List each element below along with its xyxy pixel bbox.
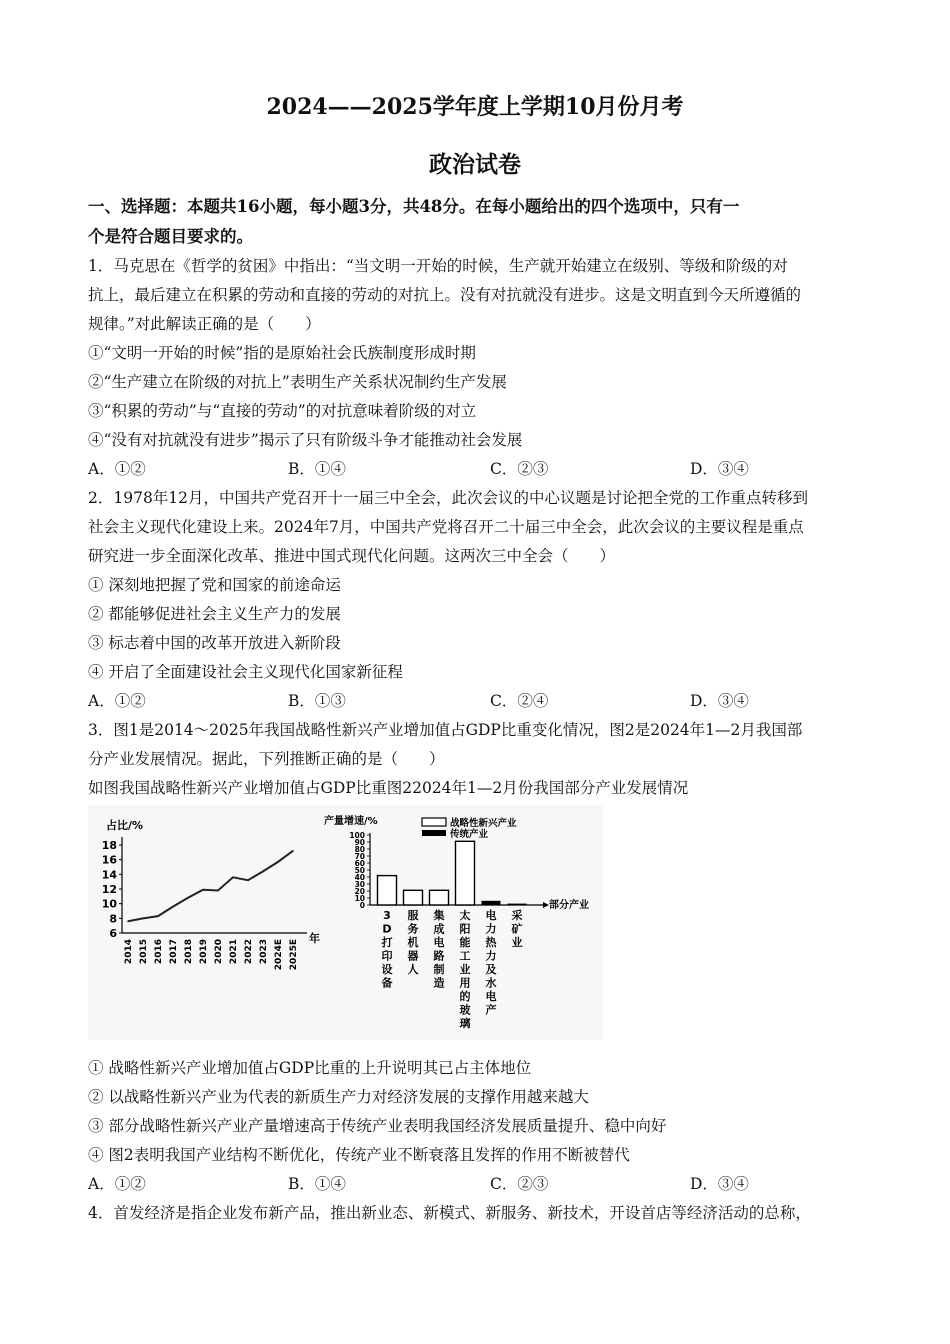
q3-option-d[interactable]: D．③④ [690, 1175, 749, 1193]
q2-stem: 2．1978年12月，中国共产党召开十一届三中全会，此次会议的中心议题是讨论把全党的工作重点转移到 [88, 489, 809, 507]
figure1-data-point [127, 920, 129, 922]
figure1-y-tick-label: 10 [101, 897, 117, 911]
exam-title: 2024——2025学年度上学期10月份月考 [266, 94, 684, 120]
figure2-y-tick-label: 90 [354, 838, 365, 847]
figure2-ylabel: 产量增速/% [324, 816, 378, 827]
figure2-category-label: 电 [485, 909, 497, 922]
figure1-data-point [172, 906, 174, 908]
figure2-category-label: 力 [485, 922, 497, 936]
figure2-category-label: 水 [485, 976, 497, 990]
figure2-bar-strategic [378, 876, 397, 905]
figure1-y-tick-label: 16 [101, 853, 117, 867]
figure2-y-tick-label: 70 [354, 852, 365, 861]
figure1-y-tick-label: 12 [101, 883, 117, 896]
figure2-category-label: 电 [433, 936, 445, 949]
figure1-data-point [202, 889, 204, 891]
figure2-category-label: 采 [511, 909, 523, 922]
figure2-category-label: 阳 [459, 922, 471, 936]
figure2-category-label: 太 [459, 909, 471, 922]
figure2-category-label: 能 [459, 936, 471, 949]
section-heading-cont: 个是符合题目要求的。 [88, 227, 253, 246]
figure2-bar-traditional [508, 904, 527, 905]
legend-swatch-traditional [422, 830, 446, 836]
q3-item: ② 以战略性新兴产业为代表的新质生产力对经济发展的支撑作用越来越大 [88, 1088, 589, 1106]
figure1-data-point [277, 861, 279, 863]
figure2-category-label: 设 [381, 963, 393, 976]
figure2-y-tick-label: 10 [354, 894, 365, 903]
figure2-category-label: 路 [433, 949, 445, 963]
figure2-category-label: 璃 [459, 1017, 471, 1030]
figure2-y-tick-label: 0 [359, 901, 365, 910]
figure2-bar-traditional [482, 901, 501, 905]
figure2-category-label: 电 [485, 990, 497, 1003]
legend-label-strategic: 战略性新兴产业 [450, 818, 517, 829]
q1-item: ③“积累的劳动”与“直接的劳动”的对抗意味着阶级的对立 [88, 402, 477, 420]
q2-item: ③ 标志着中国的改革开放进入新阶段 [88, 634, 341, 652]
figure2-category-label: 的 [459, 990, 471, 1003]
figure2-y-tick-label: 30 [354, 880, 365, 889]
section-heading: 一、选择题：本题共16小题，每小题3分，共48分。在每小题给出的四个选项中，只有一 [88, 197, 740, 216]
q1-option-c[interactable]: C．②③ [490, 460, 549, 478]
figure2-y-tick-label: 60 [354, 859, 365, 868]
q1-item: ④“没有对抗就没有进步”揭示了只有阶级斗争才能推动社会发展 [88, 431, 523, 449]
figure2-category-label: 产 [485, 1003, 497, 1017]
figure1-data-point [232, 876, 234, 878]
figure1-x-tick-label: 2017 [169, 939, 179, 965]
figure1-data-point [292, 850, 294, 852]
q3-item: ④ 图2表明我国产业结构不断优化，传统产业不断衰落且发挥的作用不断被替代 [88, 1146, 630, 1164]
figure1-data-point [187, 897, 189, 899]
figure1-x-tick-label: 2015 [139, 939, 149, 965]
figure2-category-label: 热 [485, 936, 497, 949]
q3-option-b[interactable]: B．①④ [288, 1175, 346, 1193]
figure1-y-tick-label: 8 [109, 912, 117, 926]
q3-stem: 3．图1是2014～2025年我国战略性新兴产业增加值占GDP比重变化情况，图2是2024年1—2月我国部 [88, 721, 803, 739]
figure2-y-tick-label: 80 [354, 845, 365, 854]
figure2-category-label: 工 [459, 949, 471, 963]
q3-figure [88, 805, 603, 1040]
figure2-y-tick-label: 50 [354, 866, 365, 875]
q3-option-a[interactable]: A．①② [88, 1175, 146, 1193]
figure1-data-point [262, 871, 264, 873]
figure1-y-tick-label: 6 [109, 927, 117, 940]
figure1-data-point [247, 879, 249, 881]
figure1-x-tick-label: 2025E [289, 939, 299, 971]
figure1-x-tick-label: 2019 [199, 939, 209, 965]
q2-item: ① 深刻地把握了党和国家的前途命运 [88, 576, 341, 594]
figure2-category-label: 集 [433, 909, 445, 922]
q2-option-b[interactable]: B．①③ [288, 692, 346, 710]
figure2-bar-strategic [456, 841, 475, 905]
figure2-category-label: 器 [407, 949, 419, 963]
figure2-category-label: 印 [381, 949, 393, 963]
q1-option-d[interactable]: D．③④ [690, 460, 749, 478]
q1-stem: 抗上，最后建立在积累的劳动和直接的劳动的对抗上。没有对抗就没有进步。这是文明直到今天所遵循的 [88, 286, 802, 304]
figure1-x-tick-label: 2020 [214, 939, 224, 965]
figure1-data-point [157, 915, 159, 917]
q2-stem: 社会主义现代化建设上来。2024年7月，中国共产党将召开二十届三中全会，此次会议的主要议程是重点 [88, 518, 804, 536]
q1-option-a[interactable]: A．①② [88, 460, 146, 478]
figure2-category-label: 备 [381, 976, 393, 990]
figure2-category-label: 务 [407, 922, 419, 936]
figure2-xlabel: 部分产业 [549, 900, 589, 911]
q1-item: ①“文明一开始的时候”指的是原始社会氏族制度形成时期 [88, 344, 476, 362]
figure1-y-tick-label: 14 [101, 868, 117, 882]
figure1-x-tick-label: 2024E [274, 939, 284, 971]
figure2-category-label: 机 [407, 936, 419, 949]
figure1-x-tick-label: 2018 [184, 939, 194, 965]
figure2-category-label: 打 [381, 936, 393, 949]
q1-stem: 1．马克思在《哲学的贫困》中指出：“当文明一开始的时候，生产就开始建立在级别、等级和阶级的对 [88, 257, 788, 275]
exam-subtitle: 政治试卷 [429, 151, 521, 178]
figure1-xlabel: 年 [309, 932, 320, 945]
figure2-bar-strategic [430, 890, 449, 905]
figure1-x-tick-label: 2022 [244, 939, 254, 965]
figure2-category-label: 成 [433, 922, 445, 936]
figure2-category-label: 玻 [459, 1003, 471, 1017]
q3-item: ① 战略性新兴产业增加值占GDP比重的上升说明其已占主体地位 [88, 1059, 532, 1077]
q3-item: ③ 部分战略性新兴产业产量增速高于传统产业表明我国经济发展质量提升、稳中向好 [88, 1117, 667, 1135]
figure2-category-label: 造 [433, 976, 445, 990]
figure2-category-label: 力 [485, 949, 497, 963]
figure2-y-tick-label: 100 [349, 831, 365, 840]
q1-stem: 规律。”对此解读正确的是（ ） [88, 315, 321, 333]
q2-option-d[interactable]: D．③④ [690, 692, 749, 710]
legend-swatch-strategic [422, 818, 446, 826]
figure2-category-label: 矿 [511, 922, 523, 936]
q3-charts [88, 805, 603, 1040]
figure1-data-point [142, 918, 144, 920]
figure1-x-tick-label: 2021 [229, 939, 239, 965]
q1-option-b[interactable]: B．①④ [288, 460, 346, 478]
figure2-bar-strategic [404, 890, 423, 905]
q2-item: ② 都能够促进社会主义生产力的发展 [88, 605, 341, 623]
q2-option-c[interactable]: C．②④ [490, 692, 549, 710]
q2-item: ④ 开启了全面建设社会主义现代化国家新征程 [88, 663, 403, 681]
q3-stem: 分产业发展情况。据此，下列推断正确的是（ ） [88, 750, 445, 768]
figure2-category-label: 人 [407, 963, 419, 976]
figure2-category-label: 3 [383, 909, 391, 922]
legend-label-traditional: 传统产业 [450, 829, 489, 840]
figure2-y-tick-label: 40 [354, 873, 365, 882]
figure1-ylabel: 占比/% [106, 819, 144, 832]
q2-option-a[interactable]: A．①② [88, 692, 146, 710]
figure2-category-label: 制 [433, 963, 445, 976]
q3-figure-caption: 如图我国战略性新兴产业增加值占GDP比重图22024年1—2月份我国部分产业发展情况 [88, 779, 689, 797]
q2-stem: 研究进一步全面深化改革、推进中国式现代化问题。这两次三中全会（ ） [88, 547, 616, 565]
figure2-category-label: 用 [459, 976, 471, 990]
figure1-x-tick-label: 2023 [259, 939, 269, 965]
figure2-category-label: 业 [459, 963, 471, 976]
figure2-category-label: 业 [511, 936, 523, 949]
figure1-x-tick-label: 2014 [124, 939, 134, 965]
figure2-category-label: D [382, 922, 392, 936]
figure1-data-point [217, 890, 219, 892]
figure1-y-tick-label: 18 [101, 839, 117, 852]
figure2-category-label: 及 [485, 963, 497, 976]
q4-stem: 4．首发经济是指企业发布新产品，推出新业态、新模式、新服务、新技术，开设首店等经济活动的总称， [88, 1204, 811, 1222]
figure1-x-tick-label: 2016 [154, 939, 164, 965]
figure2-category-label: 服 [407, 909, 419, 922]
q1-item: ②“生产建立在阶级的对抗上”表明生产关系状况制约生产发展 [88, 373, 507, 391]
figure2-y-tick-label: 20 [354, 887, 365, 896]
q3-option-c[interactable]: C．②③ [490, 1175, 549, 1193]
